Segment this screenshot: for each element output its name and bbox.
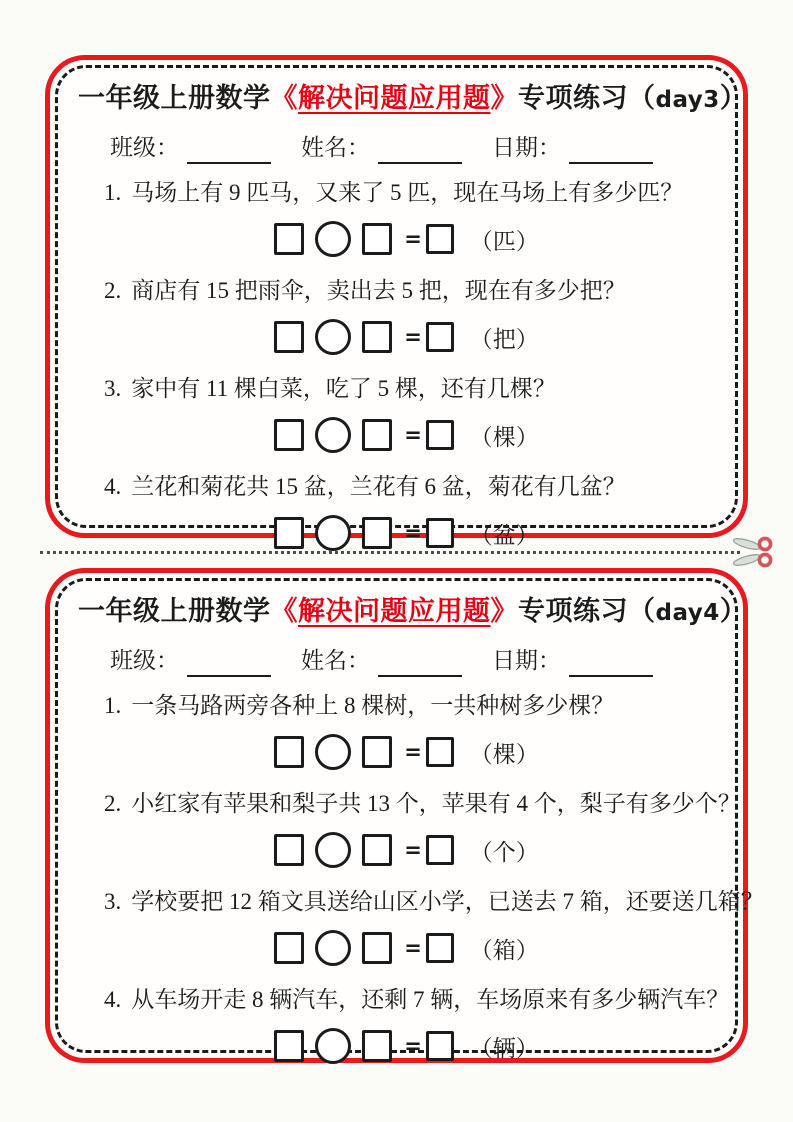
name-field bbox=[301, 645, 462, 677]
equals-sign: = bbox=[404, 227, 422, 251]
question-line bbox=[78, 984, 730, 1016]
worksheet-card-day3 bbox=[45, 55, 748, 548]
equals-sign: = bbox=[404, 838, 422, 862]
answer-row bbox=[88, 314, 725, 360]
question-text: 马场上有 9 匹马，又来了 5 匹，现在马场上有多少匹？ bbox=[131, 180, 684, 205]
class-field bbox=[110, 645, 271, 677]
equals-sign: = bbox=[404, 1034, 422, 1058]
question-line bbox=[78, 788, 741, 820]
equals-sign: = bbox=[404, 936, 422, 960]
question-text: 商店有 15 把雨伞，卖出去 5 把，现在有多少把？ bbox=[131, 278, 626, 303]
question-line bbox=[78, 177, 715, 209]
question-line bbox=[78, 471, 715, 503]
title-highlight: 解决问题应用题 bbox=[298, 596, 491, 626]
answer-operand-box[interactable] bbox=[362, 736, 392, 768]
answer-row bbox=[88, 510, 725, 556]
unit-label: （棵） bbox=[469, 424, 539, 450]
worksheet-card-day4 bbox=[45, 568, 764, 1063]
question-number: 4. bbox=[104, 987, 122, 1012]
header-fields-row bbox=[78, 132, 715, 164]
title-close-paren: ） bbox=[719, 83, 748, 113]
answer-result-box[interactable] bbox=[426, 737, 454, 767]
question-text: 小红家有苹果和梨子共 13 个，苹果有 4 个，梨子有多少个？ bbox=[131, 791, 741, 816]
date-field bbox=[492, 645, 653, 677]
cut-dotted-line bbox=[40, 551, 740, 554]
question-line bbox=[78, 886, 764, 918]
class-field-label: 班级： bbox=[110, 648, 179, 673]
answer-operand-box[interactable] bbox=[274, 517, 304, 549]
answer-operator-circle[interactable] bbox=[315, 417, 351, 453]
answer-operand-box[interactable] bbox=[274, 834, 304, 866]
answer-operand-box[interactable] bbox=[362, 1030, 392, 1062]
title-bracket-close: 》 bbox=[490, 596, 518, 626]
unit-label: （辆） bbox=[469, 1035, 539, 1061]
header-fields-row bbox=[78, 645, 715, 677]
answer-operand-box[interactable] bbox=[362, 517, 392, 549]
answer-operator-circle[interactable] bbox=[315, 832, 351, 868]
answer-row bbox=[88, 729, 725, 775]
title-bracket-close: 》 bbox=[490, 83, 518, 113]
name-field-label: 姓名： bbox=[301, 648, 370, 673]
question-number: 3. bbox=[104, 376, 122, 401]
answer-result-box[interactable] bbox=[426, 835, 454, 865]
title-close-paren: ） bbox=[719, 596, 748, 626]
answer-row bbox=[88, 412, 725, 458]
answer-operator-circle[interactable] bbox=[315, 734, 351, 770]
title-highlight: 解决问题应用题 bbox=[298, 83, 491, 113]
title-day-label: day4 bbox=[655, 600, 720, 626]
equals-sign: = bbox=[404, 521, 422, 545]
answer-row bbox=[88, 1023, 725, 1069]
answer-operand-box[interactable] bbox=[274, 223, 304, 255]
answer-operand-box[interactable] bbox=[362, 223, 392, 255]
date-field-label: 日期： bbox=[492, 648, 561, 673]
question-number: 1. bbox=[104, 693, 122, 718]
question-number: 2. bbox=[104, 791, 122, 816]
answer-result-box[interactable] bbox=[426, 1031, 454, 1061]
unit-label: （个） bbox=[469, 839, 539, 865]
class-field bbox=[110, 132, 271, 164]
question-text: 一条马路两旁各种上 8 棵树，一共种树多少棵？ bbox=[131, 693, 615, 718]
answer-result-box[interactable] bbox=[426, 933, 454, 963]
title-prefix: 一年级上册数学 bbox=[78, 596, 271, 626]
answer-row bbox=[88, 925, 725, 971]
class-blank-line[interactable] bbox=[187, 649, 271, 677]
answer-result-box[interactable] bbox=[426, 518, 454, 548]
worksheet-inner-border bbox=[55, 578, 764, 1061]
question-number: 2. bbox=[104, 278, 122, 303]
answer-operator-circle[interactable] bbox=[315, 930, 351, 966]
title-prefix: 一年级上册数学 bbox=[78, 83, 271, 113]
answer-operand-box[interactable] bbox=[274, 321, 304, 353]
unit-label: （棵） bbox=[469, 741, 539, 767]
answer-operand-box[interactable] bbox=[274, 736, 304, 768]
worksheet-title bbox=[78, 80, 748, 118]
date-blank-line[interactable] bbox=[569, 136, 653, 164]
unit-label: （匹） bbox=[469, 228, 539, 254]
equals-sign: = bbox=[404, 740, 422, 764]
name-blank-line[interactable] bbox=[378, 136, 462, 164]
question-line bbox=[78, 690, 715, 722]
answer-operand-box[interactable] bbox=[274, 1030, 304, 1062]
question-line bbox=[78, 373, 715, 405]
answer-operand-box[interactable] bbox=[362, 834, 392, 866]
answer-operand-box[interactable] bbox=[274, 419, 304, 451]
title-bracket-open: 《 bbox=[270, 596, 298, 626]
worksheet-title bbox=[78, 593, 748, 631]
answer-operator-circle[interactable] bbox=[315, 515, 351, 551]
unit-label: （盆） bbox=[469, 522, 539, 548]
answer-operand-box[interactable] bbox=[362, 321, 392, 353]
question-number: 4. bbox=[104, 474, 122, 499]
question-number: 1. bbox=[104, 180, 122, 205]
question-text: 家中有 11 棵白菜，吃了 5 棵，还有几棵？ bbox=[131, 376, 556, 401]
class-blank-line[interactable] bbox=[187, 136, 271, 164]
date-field-label: 日期： bbox=[492, 135, 561, 160]
scissors-icon bbox=[733, 534, 777, 570]
worksheet-inner-border bbox=[55, 65, 748, 548]
equals-sign: = bbox=[404, 423, 422, 447]
question-text: 从车场开走 8 辆汽车，还剩 7 辆，车场原来有多少辆汽车？ bbox=[131, 987, 730, 1012]
title-day-label: day3 bbox=[655, 87, 720, 113]
answer-result-box[interactable] bbox=[426, 224, 454, 254]
title-bracket-open: 《 bbox=[270, 83, 298, 113]
answer-result-box[interactable] bbox=[426, 322, 454, 352]
unit-label: （把） bbox=[469, 326, 539, 352]
date-blank-line[interactable] bbox=[569, 649, 653, 677]
class-field-label: 班级： bbox=[110, 135, 179, 160]
unit-label: （箱） bbox=[469, 937, 539, 963]
answer-operator-circle[interactable] bbox=[315, 319, 351, 355]
title-mid: 专项练习（ bbox=[518, 83, 656, 113]
question-number: 3. bbox=[104, 889, 122, 914]
name-field-label: 姓名： bbox=[301, 135, 370, 160]
answer-operator-circle[interactable] bbox=[315, 221, 351, 257]
date-field bbox=[492, 132, 653, 164]
answer-operator-circle[interactable] bbox=[315, 1028, 351, 1064]
answer-row bbox=[88, 827, 725, 873]
question-text: 兰花和菊花共 15 盆，兰花有 6 盆，菊花有几盆？ bbox=[131, 474, 626, 499]
name-field bbox=[301, 132, 462, 164]
question-line bbox=[78, 275, 715, 307]
name-blank-line[interactable] bbox=[378, 649, 462, 677]
answer-result-box[interactable] bbox=[426, 420, 454, 450]
equals-sign: = bbox=[404, 325, 422, 349]
answer-row bbox=[88, 216, 725, 262]
title-mid: 专项练习（ bbox=[518, 596, 656, 626]
answer-operand-box[interactable] bbox=[362, 419, 392, 451]
answer-operand-box[interactable] bbox=[274, 932, 304, 964]
answer-operand-box[interactable] bbox=[362, 932, 392, 964]
question-text: 学校要把 12 箱文具送给山区小学，已送去 7 箱，还要送几箱？ bbox=[131, 889, 764, 914]
